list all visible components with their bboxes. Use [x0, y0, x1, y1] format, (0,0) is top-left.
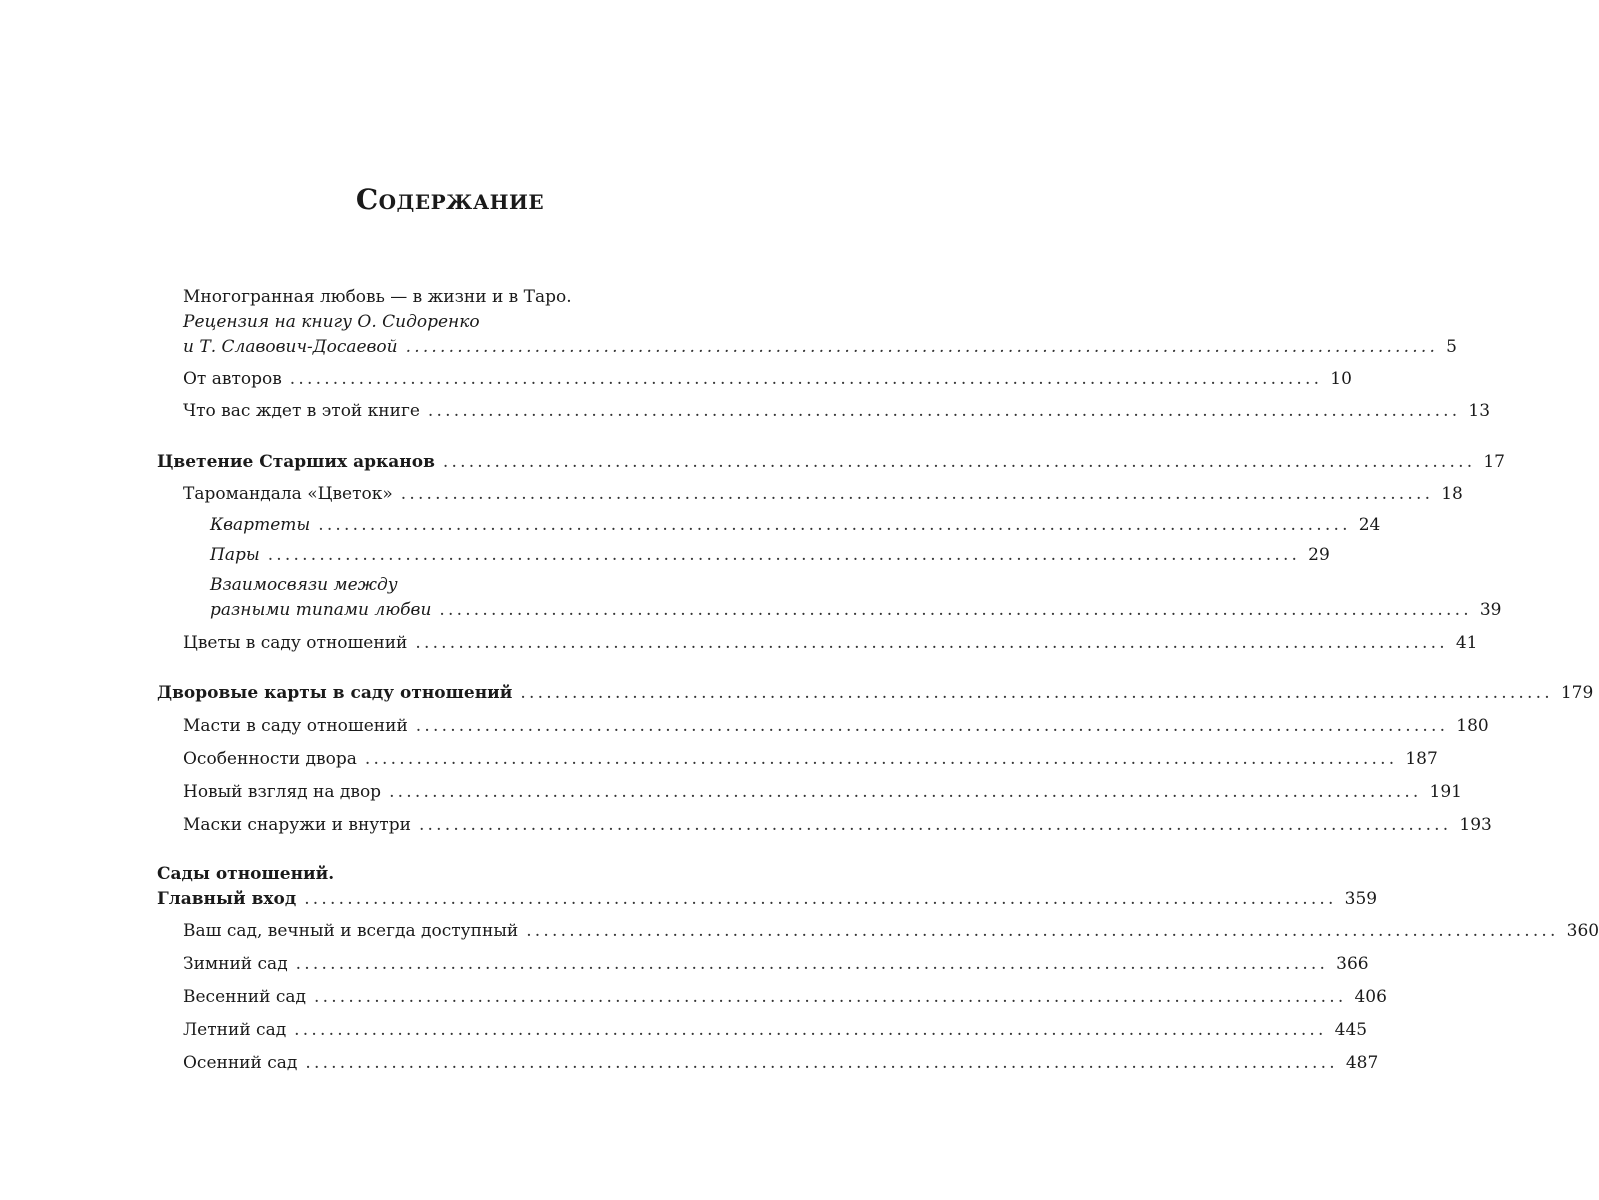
- toc-page-number: 360: [1566, 921, 1599, 941]
- toc-entry-quartets[interactable]: [210, 514, 1381, 536]
- toc-page-number: 193: [1459, 815, 1492, 835]
- toc-page-number: 5: [1446, 337, 1457, 357]
- toc-entry-winter[interactable]: [183, 953, 1369, 975]
- dot-leader: ........................................................................................................................: [313, 987, 1347, 1007]
- toc-page-number: 487: [1345, 1053, 1379, 1073]
- toc-page-number: 180: [1456, 716, 1489, 736]
- toc-entry-review-line2: Рецензия на книгу О. Сидоренко: [183, 312, 480, 332]
- toc-entry-label: Зимний сад: [183, 954, 288, 974]
- toc-page-number: 10: [1330, 369, 1352, 389]
- toc-page-number: 18: [1441, 484, 1463, 504]
- toc-entry-label: Летний сад: [183, 1020, 287, 1040]
- toc-entry-label: Дворовые карты в саду отношений: [157, 683, 513, 703]
- toc-entry-label: Новый взгляд на двор: [183, 782, 382, 802]
- toc-entry-masks[interactable]: [183, 814, 1492, 836]
- page-title: Содержание: [355, 183, 545, 216]
- toc-entry-label: Маски снаружи и внутри: [183, 815, 411, 835]
- dot-leader: ........................................................................................................................: [405, 337, 1439, 357]
- toc-entry-label: Ваш сад, вечный и всегда доступный: [183, 921, 519, 941]
- toc-section-major-arcana[interactable]: [157, 451, 1505, 473]
- toc-entry-label: Цветы в саду отношений: [183, 633, 408, 653]
- dot-leader: ........................................................................................................................: [389, 782, 1422, 802]
- toc-page-number: 29: [1308, 545, 1330, 565]
- dot-leader: ........................................................................................................................: [304, 889, 1337, 909]
- toc-entry-label: Весенний сад: [183, 987, 306, 1007]
- toc-page-number: 13: [1468, 401, 1491, 421]
- toc-entry-pairs[interactable]: [210, 544, 1330, 566]
- toc-entry-label: Особенности двора: [183, 749, 357, 769]
- toc-entry-label: разными типами любви: [210, 600, 432, 620]
- dot-leader: ........................................................................................................................: [400, 484, 1434, 504]
- toc-entry-label: Таромандала «Цветок»: [183, 484, 393, 504]
- dot-leader: ........................................................................................................................: [295, 954, 1329, 974]
- toc-page-number: 24: [1358, 515, 1381, 535]
- toc-entry-spring[interactable]: [183, 986, 1387, 1008]
- toc-page-number: 191: [1429, 782, 1462, 802]
- toc-entry-what-awaits[interactable]: [183, 400, 1491, 422]
- toc-page-number: 406: [1354, 987, 1387, 1007]
- toc-entry-relations[interactable]: [210, 599, 1502, 621]
- toc-section-court-cards[interactable]: [157, 682, 1594, 704]
- toc-entry-review[interactable]: [183, 336, 1457, 358]
- toc-page-number: 179: [1560, 683, 1594, 703]
- dot-leader: ........................................................................................................................: [526, 921, 1559, 941]
- toc-entry-from-authors[interactable]: [183, 368, 1352, 390]
- toc-page-number: 39: [1479, 600, 1502, 620]
- dot-leader: ........................................................................................................................: [418, 815, 1452, 835]
- toc-page-number: 187: [1405, 749, 1438, 769]
- toc-entry-label: Главный вход: [157, 889, 297, 909]
- dot-leader: ........................................................................................................................: [364, 749, 1398, 769]
- toc-entry-review-line1: Многогранная любовь — в жизни и в Таро.: [183, 287, 572, 307]
- dot-leader: ........................................................................................................................: [318, 515, 1351, 535]
- toc-page-number: 41: [1455, 633, 1478, 653]
- dot-leader: ........................................................................................................................: [294, 1020, 1327, 1040]
- toc-entry-label: Масти в саду отношений: [183, 716, 408, 736]
- toc-section-gardens-line1: Сады отношений.: [157, 864, 335, 884]
- toc-entry-label: Квартеты: [210, 515, 311, 535]
- toc-entry-label: От авторов: [183, 369, 282, 389]
- dot-leader: ........................................................................................................................: [415, 716, 1449, 736]
- toc-entry-label: Что вас ждет в этой книге: [183, 401, 420, 421]
- toc-page-number: 359: [1344, 889, 1378, 909]
- dot-leader: ........................................................................................................................: [305, 1053, 1338, 1073]
- dot-leader: ........................................................................................................................: [439, 600, 1472, 620]
- toc-entry-new-look[interactable]: [183, 781, 1462, 803]
- toc-page-number: 366: [1336, 954, 1369, 974]
- toc-entry-court-features[interactable]: [183, 748, 1438, 770]
- dot-leader: ........................................................................................................................: [289, 369, 1323, 389]
- toc-entry-label: Осенний сад: [183, 1053, 298, 1073]
- toc-entry-suits[interactable]: [183, 715, 1489, 737]
- dot-leader: ........................................................................................................................: [520, 683, 1553, 703]
- toc-entry-label: Пары: [210, 545, 260, 565]
- toc-entry-relations-line1: Взаимосвязи между: [210, 575, 398, 595]
- toc-page-number: 17: [1483, 452, 1505, 472]
- toc-entry-autumn[interactable]: [183, 1052, 1379, 1074]
- dot-leader: ........................................................................................................................: [267, 545, 1301, 565]
- toc-entry-your-garden[interactable]: [183, 920, 1599, 942]
- toc-page-number: 445: [1334, 1020, 1368, 1040]
- dot-leader: ........................................................................................................................: [442, 452, 1476, 472]
- toc-entry-taromandala[interactable]: [183, 483, 1463, 505]
- dot-leader: ........................................................................................................................: [415, 633, 1448, 653]
- toc-section-gardens[interactable]: [157, 888, 1378, 910]
- toc-entry-summer[interactable]: [183, 1019, 1368, 1041]
- toc-entry-label: Цветение Старших арканов: [157, 452, 435, 472]
- toc-entry-flowers[interactable]: [183, 632, 1478, 654]
- toc-entry-label: и Т. Славович-Досаевой: [183, 337, 398, 357]
- dot-leader: ........................................................................................................................: [427, 401, 1461, 421]
